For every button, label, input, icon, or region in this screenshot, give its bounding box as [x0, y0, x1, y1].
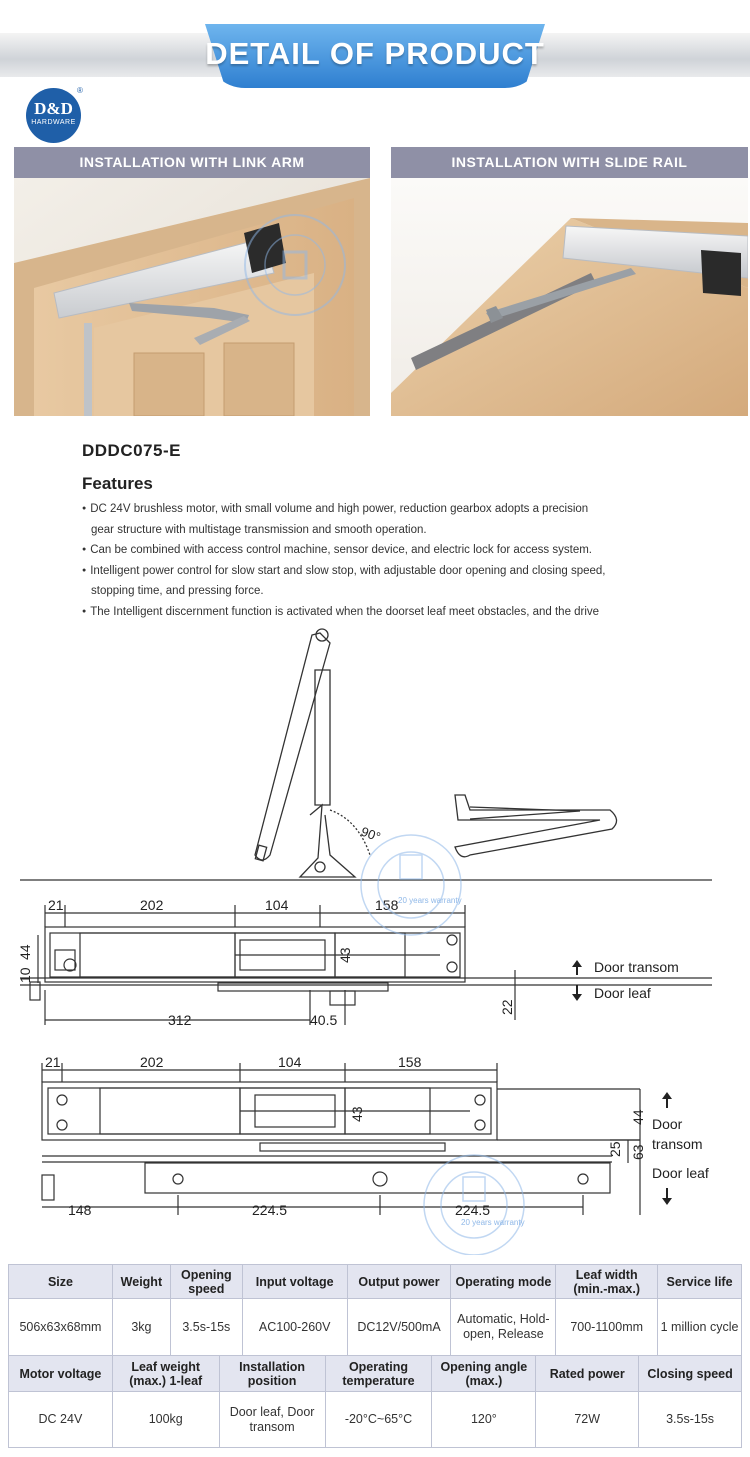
brand-logo	[26, 88, 81, 143]
spec-value-row	[9, 1392, 742, 1448]
watermark-text-mid: 20 years warranty	[398, 896, 462, 905]
spec-header-cell: Opening speed	[170, 1265, 242, 1299]
page-title: DETAIL OF PRODUCT	[205, 36, 545, 71]
spec-header-cell: Weight	[112, 1265, 170, 1299]
dim2-148: 148	[68, 1202, 92, 1218]
spec-header-cell: Size	[9, 1265, 113, 1299]
dim2-158: 158	[398, 1054, 422, 1070]
dim2-104: 104	[278, 1054, 302, 1070]
dim-40-5: 40.5	[310, 1012, 338, 1028]
header-banner	[0, 0, 750, 100]
logo-brand: D&D	[34, 99, 73, 118]
feature-item: ● The Intelligent discernment function is activated when the doorset leaf meet obstacles, and the drive	[82, 602, 672, 623]
spec-header-cell: Installation position	[219, 1356, 325, 1392]
spec-value-cell: Automatic, Hold-open, Release	[451, 1299, 556, 1356]
label2-transom: transom	[652, 1136, 703, 1152]
dim-158: 158	[375, 897, 399, 913]
spec-header-row	[9, 1356, 742, 1392]
spec-value-cell: -20°C~65°C	[325, 1392, 432, 1448]
registered-mark: ®	[77, 86, 83, 95]
spec-header-cell: Operating mode	[451, 1265, 556, 1299]
spec-value-row	[9, 1299, 742, 1356]
spec-header-cell: Leaf weight (max.) 1-leaf	[112, 1356, 219, 1392]
spec-header-cell: Input voltage	[242, 1265, 347, 1299]
caption-link-arm: INSTALLATION WITH LINK ARM	[14, 147, 370, 178]
dim-21: 21	[48, 897, 64, 913]
spec-table-1	[8, 1264, 742, 1356]
spec-header-cell: Closing speed	[639, 1356, 742, 1392]
spec-value-cell: 1 million cycle	[658, 1299, 742, 1356]
spec-value-cell: Door leaf, Door transom	[219, 1392, 325, 1448]
dim-10: 10	[17, 967, 33, 983]
label-door-leaf: Door leaf	[594, 985, 651, 1001]
spec-value-cell: 3.5s-15s	[170, 1299, 242, 1356]
spec-value-cell: 506x63x68mm	[9, 1299, 113, 1356]
feature-item: ● Intelligent power control for slow start and slow stop, with adjustable door opening and closing speed, stopping time, and pressing force.	[82, 561, 672, 602]
features-heading: Features	[82, 474, 153, 493]
dim2-25: 25	[607, 1141, 623, 1157]
watermark-text-low: 20 years warranty	[461, 1218, 525, 1227]
spec-header-cell: Leaf width (min.-max.)	[556, 1265, 658, 1299]
dim-43: 43	[337, 947, 353, 963]
spec-header-cell: Rated power	[536, 1356, 639, 1392]
spec-table-2	[8, 1355, 742, 1448]
spec-header-cell: Operating temperature	[325, 1356, 432, 1392]
dim2-224-5a: 224.5	[252, 1202, 288, 1218]
spec-header-row	[9, 1265, 742, 1299]
spec-value-cell: DC12V/500mA	[347, 1299, 451, 1356]
spec-header-cell: Service life	[658, 1265, 742, 1299]
caption-slide-rail: INSTALLATION WITH SLIDE RAIL	[391, 147, 748, 178]
spec-header-cell: Opening angle (max.)	[432, 1356, 536, 1392]
feature-item: ● Can be combined with access control machine, sensor device, and electric lock for access system.	[82, 540, 672, 561]
feature-item: ● DC 24V brushless motor, with small volume and high power, reduction gearbox adopts a precision gear structure with multistage transmission and smooth operation.	[82, 499, 672, 540]
spec-value-cell: DC 24V	[9, 1392, 113, 1448]
angle-label: 90°	[358, 823, 383, 845]
spec-value-cell: 3.5s-15s	[639, 1392, 742, 1448]
dim2-43: 43	[349, 1106, 365, 1122]
dim-104: 104	[265, 897, 289, 913]
dim-44: 44	[17, 944, 33, 960]
spec-header-cell: Motor voltage	[9, 1356, 113, 1392]
model-number: DDDC075-E	[82, 441, 181, 460]
dim2-224-5b: 224.5	[455, 1202, 491, 1218]
dim2-21: 21	[45, 1054, 61, 1070]
watermark-stamp-mid	[361, 835, 461, 935]
dim2-63: 63	[630, 1144, 646, 1160]
photo-slide-rail	[391, 178, 748, 416]
dim-22: 22	[499, 999, 515, 1015]
dim2-202: 202	[140, 1054, 164, 1070]
dim-312: 312	[168, 1012, 192, 1028]
spec-value-cell: 3kg	[112, 1299, 170, 1356]
spec-value-cell: 120°	[432, 1392, 536, 1448]
spec-value-cell: 72W	[536, 1392, 639, 1448]
spec-value-cell: 100kg	[112, 1392, 219, 1448]
watermark-stamp-top	[240, 210, 350, 320]
label2-door: Door	[652, 1116, 683, 1132]
label2-door-leaf: Door leaf	[652, 1165, 709, 1181]
spec-value-cell: 700-1100mm	[556, 1299, 658, 1356]
dim-202: 202	[140, 897, 164, 913]
spec-header-cell: Output power	[347, 1265, 451, 1299]
logo-sub: HARDWARE	[31, 119, 76, 126]
features-list	[82, 499, 672, 622]
spec-value-cell: AC100-260V	[242, 1299, 347, 1356]
dim2-44: 44	[630, 1109, 646, 1125]
technical-drawing	[0, 615, 750, 1255]
label-door-transom: Door transom	[594, 959, 679, 975]
